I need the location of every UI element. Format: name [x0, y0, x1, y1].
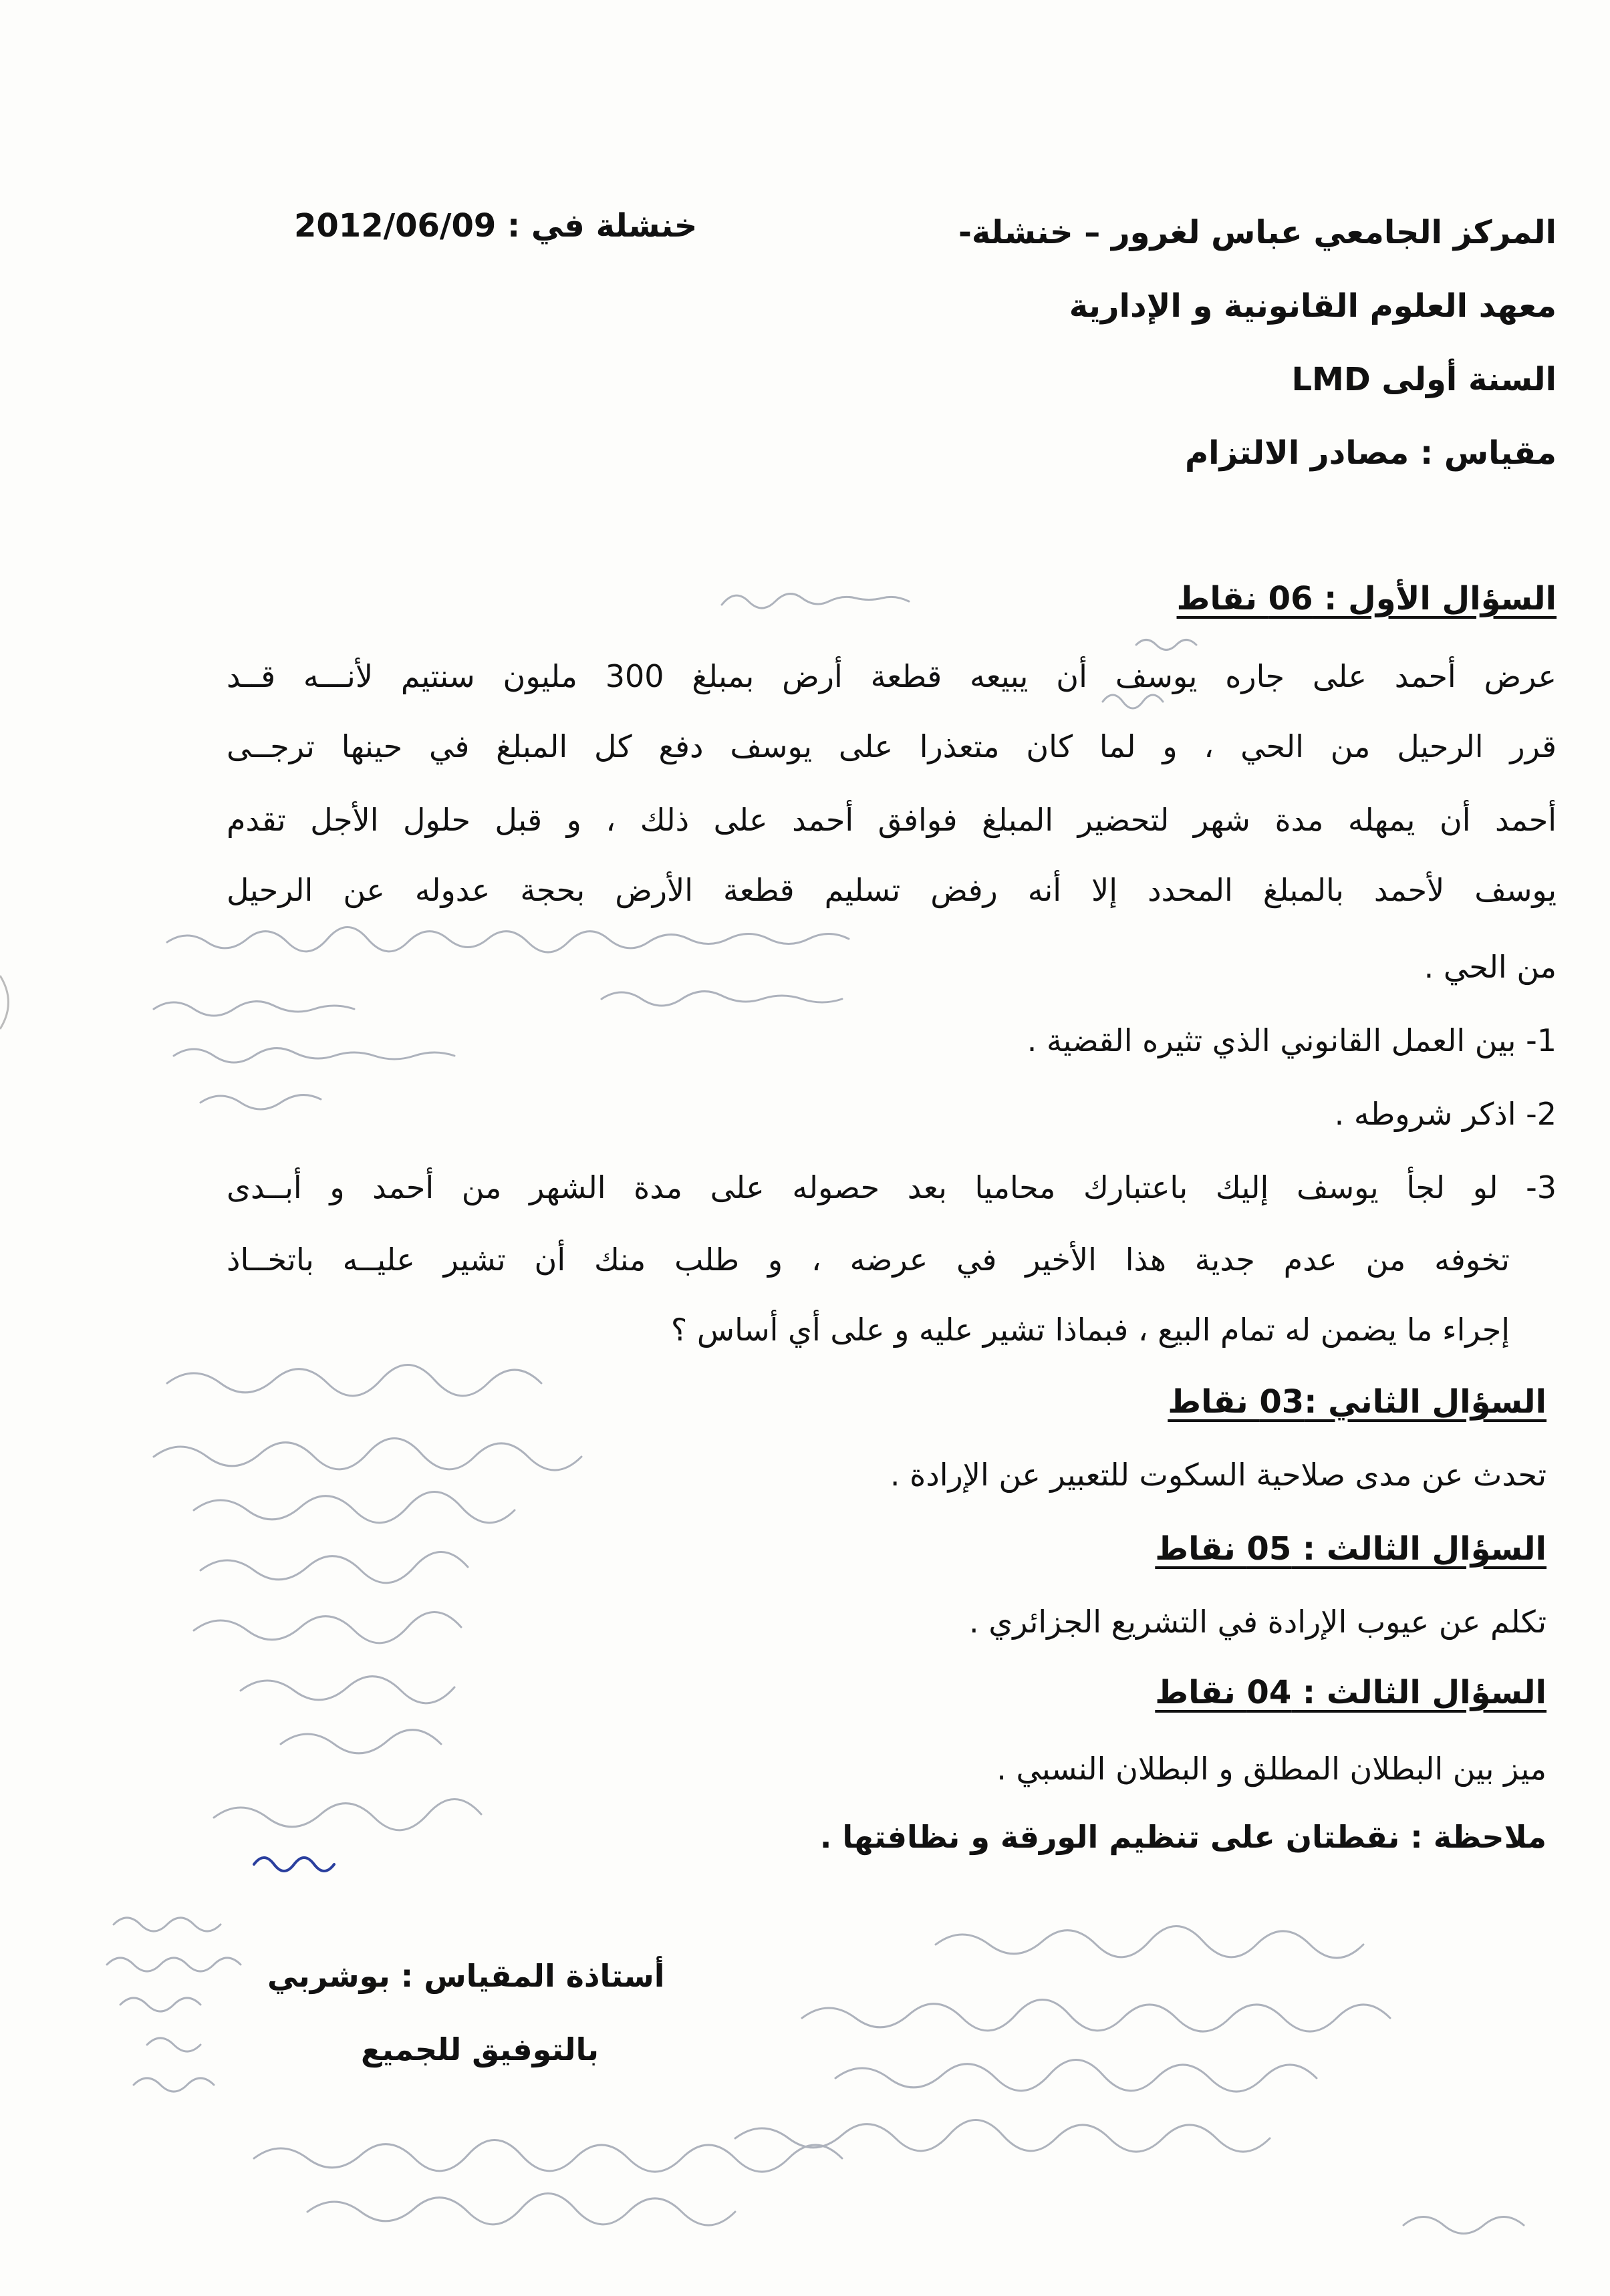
good-luck: بالتوفيق للجميع — [361, 2031, 599, 2067]
q2-text: تحدث عن مدى صلاحية السكوت للتعبير عن الإرادة . — [890, 1457, 1547, 1493]
q1-item-1: 1- بين العمل القانوني الذي تثيره القضية . — [1027, 1022, 1557, 1058]
q1-line-1: عرض أحمد على جاره يوسف أن يبيعه قطعة أرض بمبلغ 300 مليون سنتيم لأنـــه قــد — [227, 658, 1557, 694]
q2-title: السؤال الثاني :03 نقاط — [1168, 1383, 1547, 1421]
q1-line-2: قرر الرحيل من الحي ، و لما كان متعذرا على يوسف دفع كل المبلغ في حينها ترجــى — [227, 728, 1557, 764]
q1-item-3-cont-2: إجراء ما يضمن له تمام البيع ، فبماذا تشير عليه و على أي أساس ؟ — [670, 1312, 1510, 1348]
q4-text: ميز بين البطلان المطلق و البطلان النسبي . — [996, 1751, 1547, 1787]
q4-title: السؤال الثالث : 04 نقاط — [1155, 1674, 1547, 1711]
academic-year: السنة أولى LMD — [1291, 361, 1557, 398]
q1-item-3: 3- لو لجأ يوسف إليك باعتبارك محاميا بعد حصوله على مدة الشهر من أحمد و أبــدى — [227, 1169, 1557, 1205]
exam-date: خنشلة في : 2012/06/09 — [294, 207, 698, 245]
module-name: مقياس : مصادر الالتزام — [1184, 434, 1557, 472]
grading-note: ملاحظة : نقطتان على تنظيم الورقة و نظافتها . — [819, 1819, 1547, 1855]
q3-text: تكلم عن عيوب الإرادة في التشريع الجزائري . — [968, 1604, 1547, 1640]
q1-title: السؤال الأول : 06 نقاط — [1176, 580, 1557, 617]
q1-item-3-cont-1: تخوفه من عدم جدية هذا الأخير في عرضه ، و طلب منك أن تشير عليــه باتخــاذ — [227, 1242, 1510, 1278]
q1-item-2: 2- اذكر شروطه . — [1334, 1096, 1557, 1132]
q1-line-5: من الحي . — [1424, 949, 1557, 985]
institute-name: معهد العلوم القانونية و الإدارية — [1069, 287, 1557, 325]
institution-name: المركز الجامعي عباس لغرور – خنشلة- — [958, 214, 1557, 251]
q1-line-4: يوسف لأحمد بالمبلغ المحدد إلا أنه رفض تسليم قطعة الأرض بحجة عدوله عن الرحيل — [227, 872, 1557, 908]
teacher-name: أستاذة المقياس : بوشربي — [267, 1958, 665, 1994]
q3-title: السؤال الثالث : 05 نقاط — [1155, 1530, 1547, 1568]
q1-line-3: أحمد أن يمهله مدة شهر لتحضير المبلغ فوافق أحمد على ذلك ، و قبل حلول الأجل تقدم — [227, 802, 1557, 838]
